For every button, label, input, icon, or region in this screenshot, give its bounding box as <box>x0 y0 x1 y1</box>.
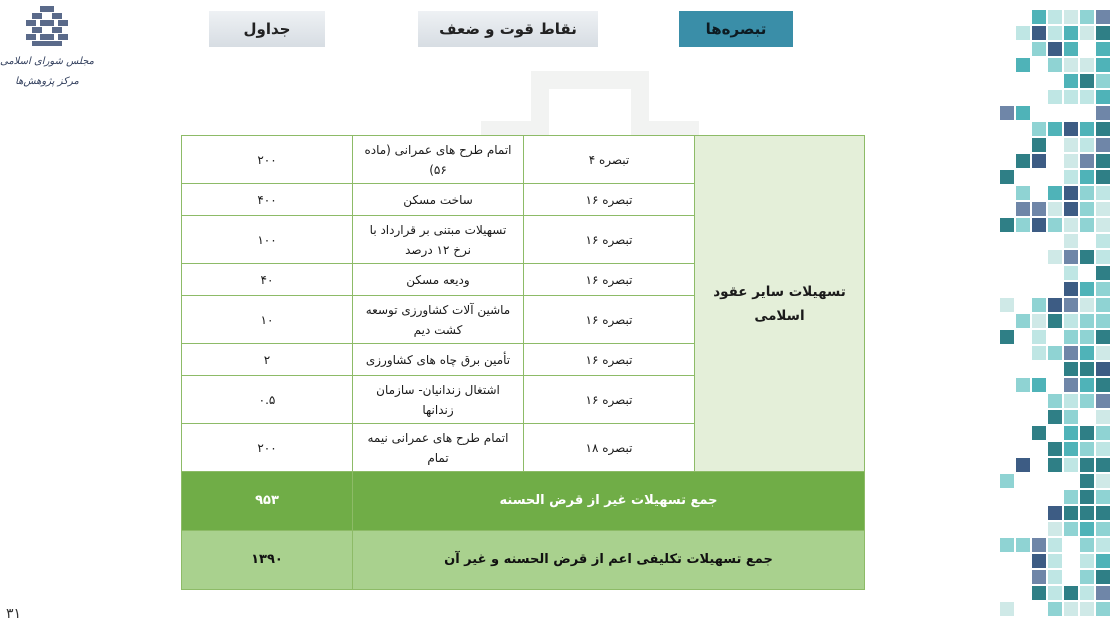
mosaic-tile <box>1064 90 1078 104</box>
total-label: جمع تسهیلات غیر از قرض الحسنه <box>353 472 865 531</box>
mosaic-tile <box>1032 218 1046 232</box>
mosaic-tile <box>1064 506 1078 520</box>
mosaic-tile <box>1064 522 1078 536</box>
mosaic-tile <box>1080 170 1094 184</box>
mosaic-tile <box>1096 586 1110 600</box>
mosaic-tile <box>1096 490 1110 504</box>
mosaic-tile <box>1080 378 1094 392</box>
mosaic-tile <box>1032 298 1046 312</box>
note-cell: تبصره ۱۶ <box>524 376 695 424</box>
mosaic-tile <box>1080 26 1094 40</box>
mosaic-tile <box>1048 314 1062 328</box>
mosaic-tile <box>1096 234 1110 248</box>
mosaic-tile <box>1000 602 1014 616</box>
mosaic-tile <box>1096 266 1110 280</box>
description-cell: ودیعه مسکن <box>353 264 524 296</box>
mosaic-tile <box>1096 298 1110 312</box>
mosaic-tile <box>1064 346 1078 360</box>
mosaic-tile <box>1096 250 1110 264</box>
mosaic-tile <box>1048 122 1062 136</box>
mosaic-tile <box>1080 202 1094 216</box>
mosaic-tile <box>1048 42 1062 56</box>
mosaic-tile <box>1048 506 1062 520</box>
mosaic-tile <box>1096 442 1110 456</box>
mosaic-tile <box>1016 58 1030 72</box>
mosaic-tile <box>1080 490 1094 504</box>
mosaic-tile <box>1032 378 1046 392</box>
mosaic-tile <box>1048 250 1062 264</box>
mosaic-tile <box>1096 170 1110 184</box>
note-cell: تبصره ۱۶ <box>524 296 695 344</box>
amount-cell: ۲ <box>182 344 353 376</box>
mosaic-tile <box>1048 586 1062 600</box>
mosaic-tile <box>1064 122 1078 136</box>
mosaic-tile <box>1032 138 1046 152</box>
mosaic-tile <box>1064 10 1078 24</box>
mosaic-tile <box>1064 58 1078 72</box>
mosaic-tile <box>1032 570 1046 584</box>
mosaic-tile <box>1048 554 1062 568</box>
mosaic-tile <box>1096 346 1110 360</box>
mosaic-tile <box>1096 602 1110 616</box>
mosaic-tile <box>1000 218 1014 232</box>
mosaic-tile <box>1016 26 1030 40</box>
grand-total-label: جمع تسهیلات تکلیفی اعم از قرض الحسنه و غیر آن <box>353 531 865 590</box>
mosaic-tile <box>1080 474 1094 488</box>
mosaic-tile <box>1096 90 1110 104</box>
mosaic-tile <box>1064 314 1078 328</box>
mosaic-tile <box>1064 282 1078 296</box>
mosaic-tile <box>1064 202 1078 216</box>
mosaic-tile <box>1032 202 1046 216</box>
mosaic-tile <box>1048 410 1062 424</box>
table-row <box>182 136 865 184</box>
mosaic-tile <box>1064 250 1078 264</box>
mosaic-tile <box>1064 186 1078 200</box>
mosaic-tile <box>1064 586 1078 600</box>
mosaic-tile <box>1016 186 1030 200</box>
mosaic-tile <box>1096 362 1110 376</box>
mosaic-tile <box>1016 106 1030 120</box>
mosaic-tile <box>1032 122 1046 136</box>
mosaic-tile <box>1080 10 1094 24</box>
mosaic-tile <box>1048 58 1062 72</box>
mosaic-tile <box>1064 170 1078 184</box>
amount-cell: ۴۰ <box>182 264 353 296</box>
mosaic-tile <box>1064 234 1078 248</box>
mosaic-tile <box>1096 394 1110 408</box>
category-cell: تسهیلات سایر عقود اسلامی <box>695 136 865 472</box>
amount-cell: ۲۰۰ <box>182 424 353 472</box>
description-cell: تأمین برق چاه های کشاورزی <box>353 344 524 376</box>
mosaic-tile <box>1080 90 1094 104</box>
mosaic-tile <box>1000 106 1014 120</box>
mosaic-tile <box>1000 170 1014 184</box>
mosaic-tile <box>1016 202 1030 216</box>
mosaic-tile <box>1064 330 1078 344</box>
mosaic-tile <box>1096 138 1110 152</box>
mosaic-tile <box>1016 538 1030 552</box>
mosaic-tile <box>1048 10 1062 24</box>
mosaic-tile <box>1096 218 1110 232</box>
mosaic-tile <box>1032 154 1046 168</box>
mosaic-tile <box>1096 426 1110 440</box>
mosaic-tile <box>1080 346 1094 360</box>
mosaic-tile <box>1048 186 1062 200</box>
mosaic-tile <box>1096 282 1110 296</box>
mosaic-tile <box>1096 570 1110 584</box>
mosaic-tile <box>1064 298 1078 312</box>
mosaic-tile <box>1048 298 1062 312</box>
mosaic-tile <box>1080 586 1094 600</box>
mosaic-tile <box>1032 346 1046 360</box>
mosaic-tile <box>1064 458 1078 472</box>
mosaic-tile <box>1032 10 1046 24</box>
mosaic-tile <box>1096 202 1110 216</box>
mosaic-tile <box>1096 74 1110 88</box>
facilities-table <box>181 135 865 590</box>
mosaic-tile <box>1080 218 1094 232</box>
mosaic-tile <box>1080 426 1094 440</box>
mosaic-tile <box>1096 538 1110 552</box>
description-cell: ساخت مسکن <box>353 184 524 216</box>
mosaic-tile <box>1080 570 1094 584</box>
note-cell: تبصره ۱۶ <box>524 216 695 264</box>
mosaic-tile <box>1080 522 1094 536</box>
mosaic-tile <box>1048 202 1062 216</box>
mosaic-tile <box>1096 42 1110 56</box>
description-cell: اشتغال زندانیان- سازمان زندانها <box>353 376 524 424</box>
tab-tables[interactable]: جداول <box>209 11 325 47</box>
mosaic-tile <box>1080 186 1094 200</box>
amount-cell: ۰.۵ <box>182 376 353 424</box>
mosaic-tile <box>1096 554 1110 568</box>
amount-cell: ۱۰۰ <box>182 216 353 264</box>
mosaic-tile <box>1080 554 1094 568</box>
logo-line1: مجلس شورای اسلامی <box>0 56 95 67</box>
mosaic-tile <box>1064 266 1078 280</box>
mosaic-tile <box>1096 122 1110 136</box>
mosaic-tile <box>1080 282 1094 296</box>
mosaic-tile <box>1096 410 1110 424</box>
mosaic-tile <box>1016 378 1030 392</box>
mosaic-tile <box>1064 442 1078 456</box>
mosaic-tile <box>1080 602 1094 616</box>
mosaic-tile <box>1064 42 1078 56</box>
total-row-all <box>182 531 865 590</box>
mosaic-tile <box>1064 26 1078 40</box>
mosaic-tile <box>1048 602 1062 616</box>
mosaic-tile <box>1064 426 1078 440</box>
mosaic-tile <box>1032 538 1046 552</box>
logo <box>0 4 95 104</box>
logo-emblem-icon <box>0 4 95 104</box>
mosaic-tile <box>1096 474 1110 488</box>
mosaic-tile <box>1080 538 1094 552</box>
mosaic-tile <box>1016 458 1030 472</box>
mosaic-tile <box>1096 506 1110 520</box>
mosaic-tile <box>1064 602 1078 616</box>
mosaic-tile <box>1000 474 1014 488</box>
tab-strengths-weaknesses[interactable]: نقاط قوت و ضعف <box>418 11 598 47</box>
mosaic-tile <box>1032 26 1046 40</box>
mosaic-tile <box>1032 42 1046 56</box>
mosaic-tile <box>1064 138 1078 152</box>
mosaic-tile <box>1048 570 1062 584</box>
description-cell: اتمام طرح های عمرانی نیمه تمام <box>353 424 524 472</box>
mosaic-tile <box>1064 74 1078 88</box>
mosaic-tile <box>1080 250 1094 264</box>
mosaic-tile <box>1048 458 1062 472</box>
mosaic-tile <box>1064 410 1078 424</box>
mosaic-tile <box>1048 538 1062 552</box>
mosaic-tile <box>1080 394 1094 408</box>
note-cell: تبصره ۴ <box>524 136 695 184</box>
mosaic-tile <box>1096 26 1110 40</box>
page-number: ۳۱ <box>6 606 22 622</box>
mosaic-tile <box>1096 10 1110 24</box>
note-cell: تبصره ۱۶ <box>524 344 695 376</box>
mosaic-tile <box>1096 58 1110 72</box>
amount-cell: ۱۰ <box>182 296 353 344</box>
total-amount: ۹۵۳ <box>182 472 353 531</box>
mosaic-tile <box>1064 154 1078 168</box>
mosaic-tile <box>1080 138 1094 152</box>
mosaic-tile <box>1048 26 1062 40</box>
mosaic-tile <box>1048 90 1062 104</box>
mosaic-tile <box>1096 314 1110 328</box>
mosaic-tile <box>1096 330 1110 344</box>
mosaic-tile <box>1080 74 1094 88</box>
mosaic-tile <box>1080 298 1094 312</box>
mosaic-tile <box>1096 186 1110 200</box>
mosaic-tile <box>1048 522 1062 536</box>
mosaic-tile <box>1096 154 1110 168</box>
mosaic-tile <box>1000 330 1014 344</box>
mosaic-tile <box>1064 490 1078 504</box>
mosaic-tile <box>1016 314 1030 328</box>
amount-cell: ۲۰۰ <box>182 136 353 184</box>
description-cell: ماشین آلات کشاورزی توسعه کشت دیم <box>353 296 524 344</box>
mosaic-tile <box>1016 154 1030 168</box>
mosaic-tile <box>1032 426 1046 440</box>
note-cell: تبصره ۱۸ <box>524 424 695 472</box>
mosaic-tile <box>1096 378 1110 392</box>
mosaic-tile <box>1080 314 1094 328</box>
mosaic-tile <box>1064 378 1078 392</box>
mosaic-tile <box>1080 58 1094 72</box>
tab-notes[interactable]: تبصره‌ها <box>679 11 793 47</box>
grand-total-amount: ۱۳۹۰ <box>182 531 353 590</box>
decorative-mosaic <box>1000 10 1118 632</box>
mosaic-tile <box>1032 586 1046 600</box>
mosaic-tile <box>1080 506 1094 520</box>
mosaic-tile <box>1016 218 1030 232</box>
mosaic-tile <box>1048 346 1062 360</box>
mosaic-tile <box>1048 442 1062 456</box>
logo-line2: مرکز پژوهش‌ها <box>15 76 79 87</box>
mosaic-tile <box>1080 362 1094 376</box>
mosaic-tile <box>1080 122 1094 136</box>
mosaic-tile <box>1064 218 1078 232</box>
mosaic-tile <box>1096 106 1110 120</box>
mosaic-tile <box>1000 538 1014 552</box>
mosaic-tile <box>1080 458 1094 472</box>
mosaic-tile <box>1000 298 1014 312</box>
description-cell: اتمام طرح های عمرانی (ماده ۵۶) <box>353 136 524 184</box>
mosaic-tile <box>1080 154 1094 168</box>
mosaic-tile <box>1048 218 1062 232</box>
total-row-non-qard <box>182 472 865 531</box>
mosaic-tile <box>1032 314 1046 328</box>
mosaic-tile <box>1064 362 1078 376</box>
note-cell: تبصره ۱۶ <box>524 184 695 216</box>
amount-cell: ۴۰۰ <box>182 184 353 216</box>
mosaic-tile <box>1096 458 1110 472</box>
mosaic-tile <box>1080 330 1094 344</box>
mosaic-tile <box>1032 554 1046 568</box>
mosaic-tile <box>1048 394 1062 408</box>
mosaic-tile <box>1080 442 1094 456</box>
mosaic-tile <box>1096 522 1110 536</box>
note-cell: تبصره ۱۶ <box>524 264 695 296</box>
description-cell: تسهیلات مبتنی بر قرارداد با نرخ ۱۲ درصد <box>353 216 524 264</box>
mosaic-tile <box>1064 394 1078 408</box>
mosaic-tile <box>1032 330 1046 344</box>
